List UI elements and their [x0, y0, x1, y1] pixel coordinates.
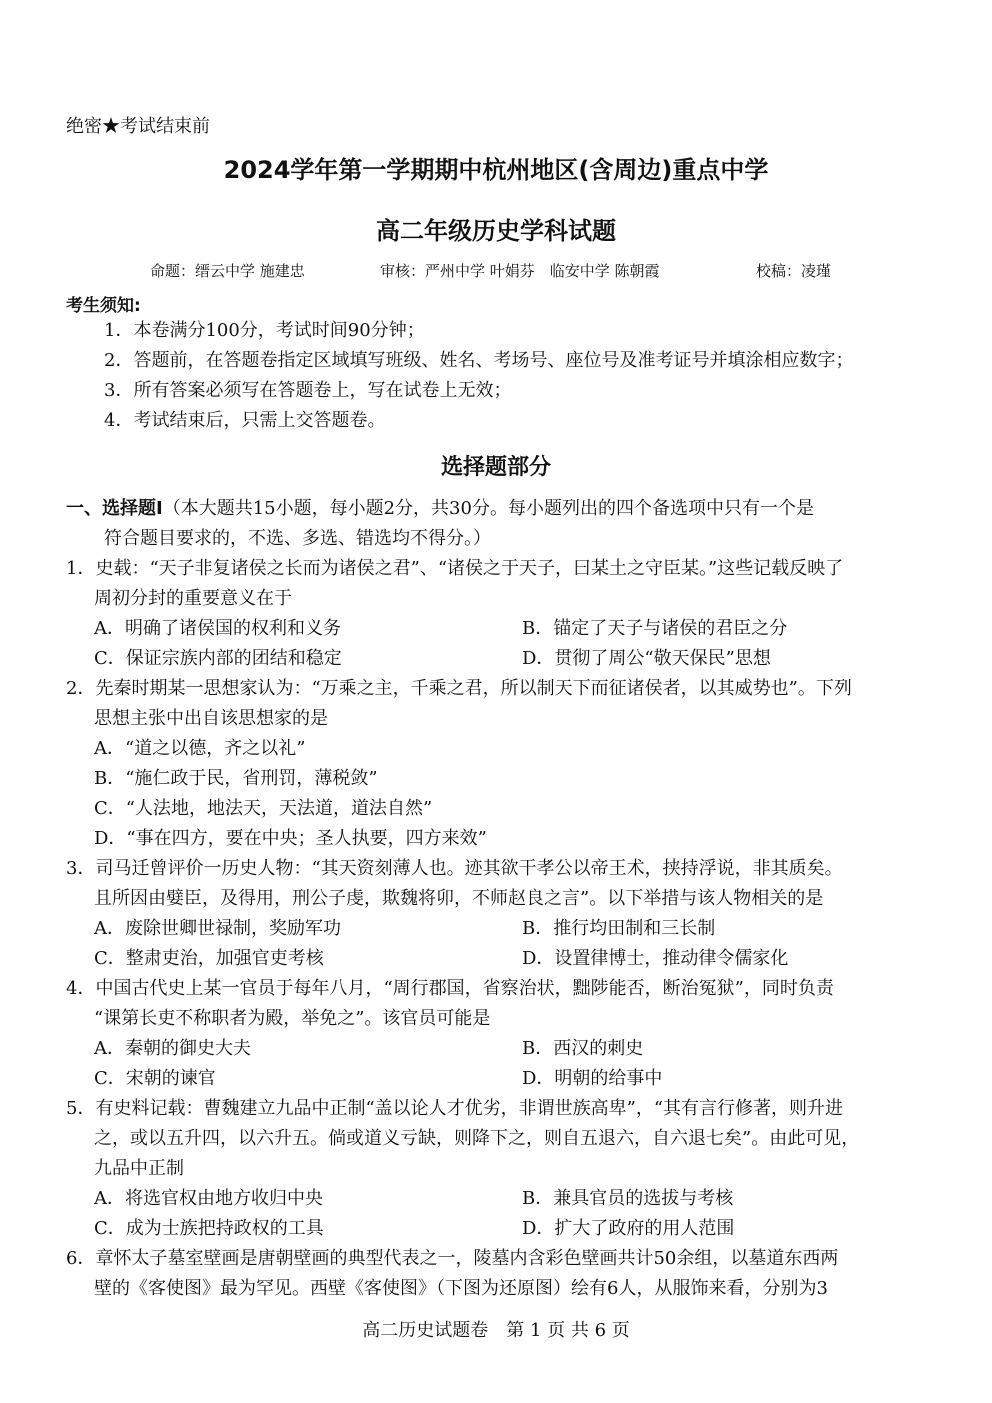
question-2	[66, 674, 946, 854]
option-a: A．“道之以德，齐之以礼”	[94, 738, 306, 759]
option-a: A．明确了诸侯国的权利和义务	[94, 618, 341, 639]
notice-item: 1．本卷满分100分，考试时间90分钟；	[104, 320, 425, 341]
option-c: C．“人法地，地法天，天法道，道法自然”	[94, 798, 433, 819]
option-c: C．保证宗族内部的团结和稳定	[94, 648, 342, 669]
confidential-label: 绝密★考试结束前	[66, 116, 210, 137]
question-5	[66, 1094, 946, 1244]
question-4	[66, 974, 946, 1094]
option-a: A．秦朝的御史大夫	[94, 1038, 251, 1059]
notice-item: 4．考试结束后，只需上交答题卷。	[104, 410, 386, 431]
option-d: D．贯彻了周公“敬天保民”思想	[522, 648, 771, 669]
page-footer: 高二历史试题卷 第 1 页 共 6 页	[362, 1320, 630, 1341]
notice-heading: 考生须知:	[66, 296, 141, 316]
section-title: 选择题部分	[440, 455, 551, 480]
option-d: D．扩大了政府的用人范围	[522, 1218, 735, 1239]
question-stem: 周初分封的重要意义在于	[94, 588, 292, 609]
option-b: B．西汉的刺史	[522, 1038, 644, 1059]
option-b: B．“施仁政于民，省刑罚，薄税敛”	[94, 768, 378, 789]
question-list	[66, 554, 946, 1304]
question-stem: 5．有史料记载：曹魏建立九品中正制“盖以论人才优劣，非谓世族高卑”，“其有言行修著，则升进	[66, 1098, 844, 1119]
question-stem: 思想主张中出自该思想家的是	[94, 708, 328, 729]
option-d: D．设置律博士，推动律令儒家化	[522, 948, 789, 969]
question-stem: 2．先秦时期某一思想家认为：“万乘之主，千乘之君，所以制天下而征诸侯者，以其威势也”。下列	[66, 678, 852, 699]
question-stem: “课第长吏不称职者为殿，举免之”。该官员可能是	[94, 1008, 491, 1029]
proofreader: 校稿：凌瑾	[756, 262, 832, 280]
option-b: B．推行均田制和三长制	[522, 918, 716, 939]
question-stem: 4．中国古代史上某一官员于每年八月，“周行郡国，省察治状，黜陟能否，断治冤狱”，同时负责	[66, 978, 834, 999]
question-stem: 九品中正制	[94, 1158, 184, 1179]
question-stem: 3．司马迁曾评价一历史人物：“其天资刻薄人也。迹其欲干孝公以帝王术，挟持浮说，非其质矣。	[66, 858, 843, 879]
part-desc: （本大题共15小题，每小题2分，共30分。每小题列出的四个备选项中只有一个是	[162, 498, 814, 519]
reviewer: 审核：严州中学 叶娟芬 临安中学 陈朝霞	[380, 262, 660, 280]
question-stem: 且所因由嬖臣，及得用，刑公子虔，欺魏将卯，不师赵良之言”。以下举措与该人物相关的是	[94, 888, 824, 909]
option-d: D．“事在四方，要在中央；圣人执要，四方来效”	[94, 828, 487, 849]
question-stem: 1．史载：“天子非复诸侯之长而为诸侯之君”、“诸侯之于天子，曰某土之守臣某。”这些记载反映了	[66, 558, 844, 579]
notice-item: 3．所有答案必须写在答题卷上，写在试卷上无效；	[104, 380, 512, 401]
part-desc-cont: 符合题目要求的，不选、多选、错选均不得分。）	[104, 528, 491, 549]
option-c: C．宋朝的谏官	[94, 1068, 216, 1089]
question-6	[66, 1244, 946, 1304]
exam-subtitle: 高二年级历史学科试题	[376, 217, 616, 245]
authors-line	[150, 260, 832, 281]
option-c: C．成为士族把持政权的工具	[94, 1218, 324, 1239]
proposer: 命题：缙云中学 施建忠	[150, 262, 305, 280]
part-label: 一、选择题Ⅰ	[66, 498, 163, 519]
option-a: A．废除世卿世禄制，奖励军功	[94, 918, 341, 939]
option-c: C．整肃吏治，加强官吏考核	[94, 948, 324, 969]
question-1	[66, 554, 946, 674]
notice-item: 2．答题前，在答题卷指定区域填写班级、姓名、考场号、座位号及准考证号并填涂相应数字；	[104, 350, 854, 371]
option-b: B．锚定了天子与诸侯的君臣之分	[522, 618, 788, 639]
option-b: B．兼具官员的选拔与考核	[522, 1188, 734, 1209]
question-stem: 之，或以五升四，以六升五。倘或道义亏缺，则降下之，则自五退六，自六退七矣”。由此可见，	[94, 1128, 860, 1149]
question-stem: 6．章怀太子墓室壁画是唐朝壁画的典型代表之一，陵墓内含彩色壁画共计50余组，以墓道东西两	[66, 1248, 839, 1269]
question-stem: 壁的《客使图》最为罕见。西壁《客使图》（下图为还原图）绘有6人，从服饰来看，分别为3	[94, 1278, 828, 1299]
exam-title: 2024学年第一学期期中杭州地区(含周边)重点中学	[223, 156, 769, 184]
part-heading	[66, 494, 814, 524]
option-a: A．将选官权由地方收归中央	[94, 1188, 323, 1209]
option-d: D．明朝的给事中	[522, 1068, 663, 1089]
question-3	[66, 854, 946, 974]
